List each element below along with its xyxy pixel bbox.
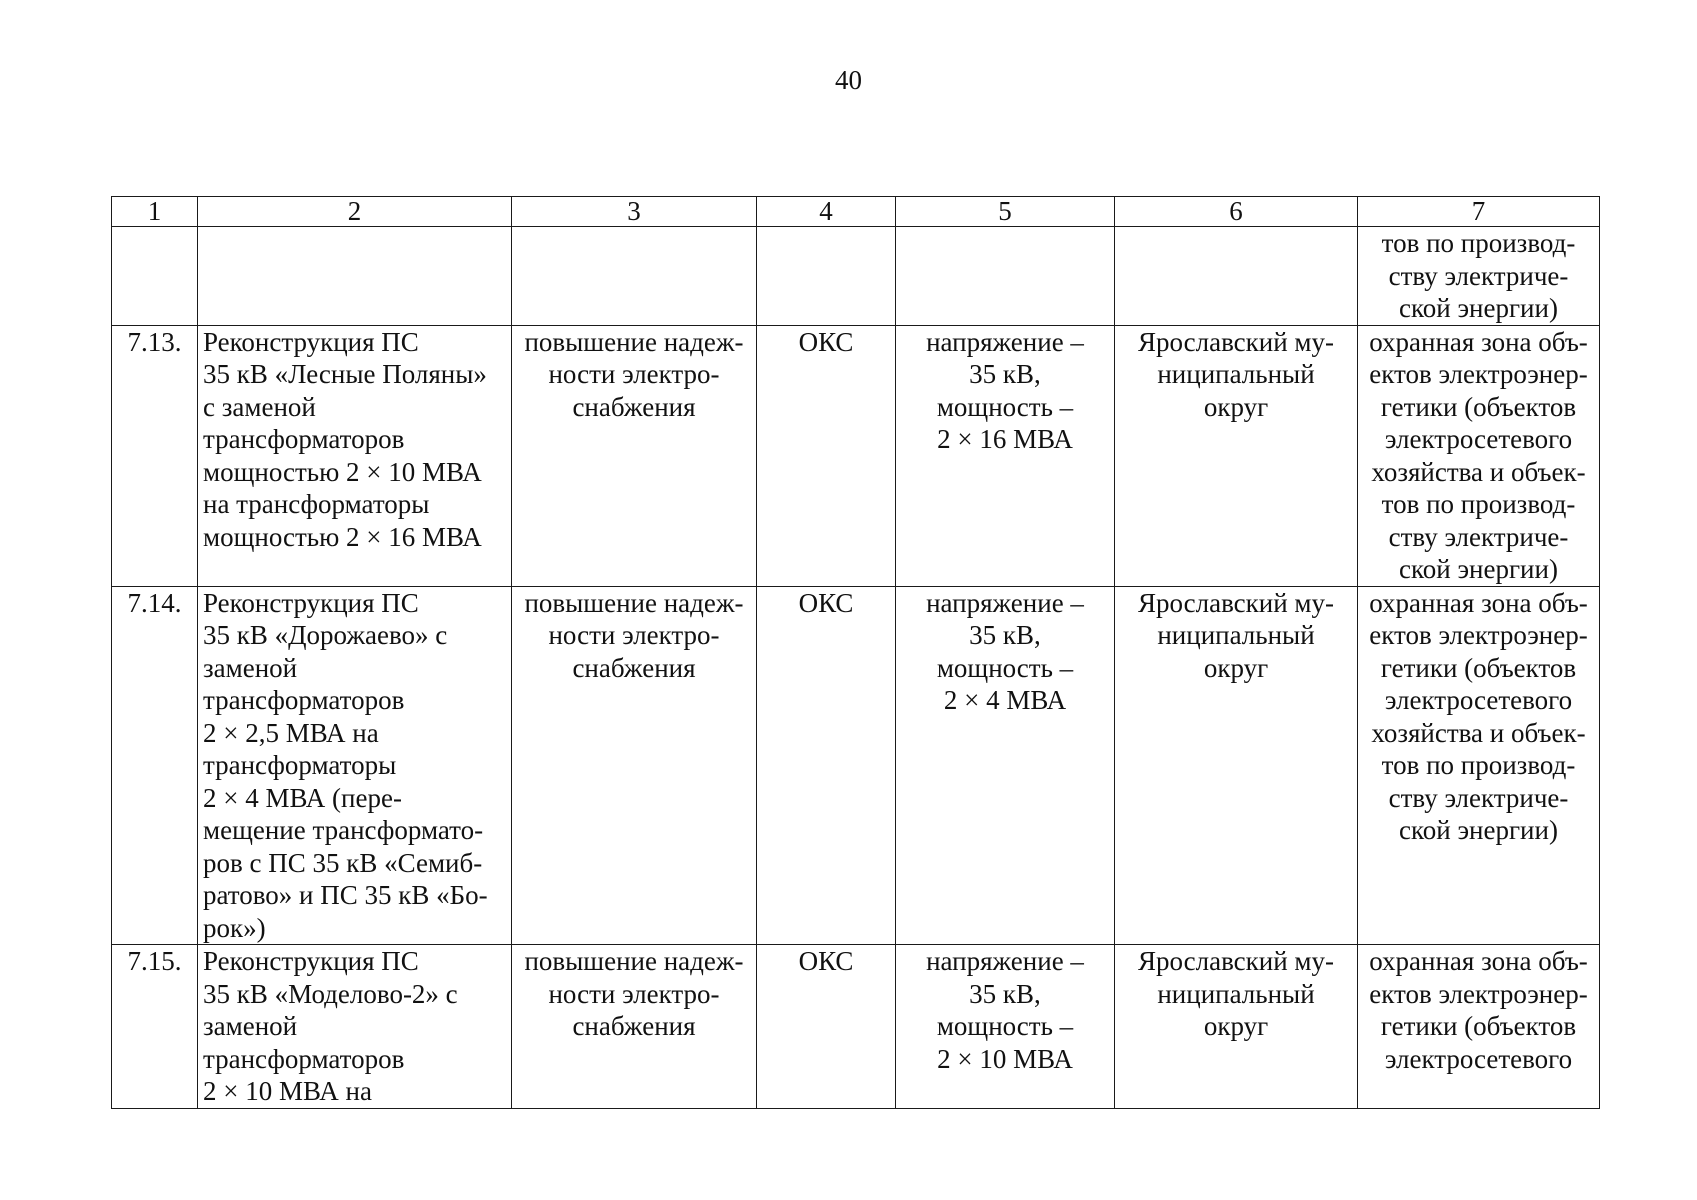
table-row	[112, 945, 1600, 1109]
zone-cell: тов по производ- ству электриче- ской энергии)	[1358, 227, 1600, 326]
location-cell: Ярославский му- ниципальный округ	[1115, 586, 1358, 945]
zone-cell: охранная зона объ- ектов электроэнер- гетики (объектов электросетевого хозяйства и объек- тов по производ- ству электриче- ской энергии)	[1358, 586, 1600, 945]
location-cell: Ярославский му- ниципальный округ	[1115, 325, 1358, 586]
empty-cell	[112, 227, 198, 326]
purpose-cell: повышение надеж- ности электро- снабжения	[512, 586, 757, 945]
empty-cell	[1115, 227, 1358, 326]
purpose-cell: повышение надеж- ности электро- снабжения	[512, 325, 757, 586]
page-number: 40	[835, 65, 862, 95]
data-table	[111, 196, 1600, 1109]
column-header: 1	[112, 197, 198, 227]
purpose-cell: повышение надеж- ности электро- снабжения	[512, 945, 757, 1109]
zone-cell: охранная зона объ- ектов электроэнер- гетики (объектов электросетевого хозяйства и объек- тов по производ- ству электриче- ской энергии)	[1358, 325, 1600, 586]
table-row	[112, 325, 1600, 586]
column-header: 2	[198, 197, 512, 227]
type-cell: ОКС	[757, 325, 896, 586]
empty-cell	[896, 227, 1115, 326]
location-cell: Ярославский му- ниципальный округ	[1115, 945, 1358, 1109]
object-name-cell: Реконструкция ПС 35 кВ «Лесные Поляны» с заменой трансформаторов мощностью 2 × 10 МВА на трансформаторы мощностью 2 × 16 МВА	[198, 325, 512, 586]
characteristics-cell: напряжение – 35 кВ, мощность – 2 × 10 МВА	[896, 945, 1115, 1109]
characteristics-cell: напряжение – 35 кВ, мощность – 2 × 16 МВА	[896, 325, 1115, 586]
empty-cell	[757, 227, 896, 326]
row-number-cell: 7.14.	[112, 586, 198, 945]
row-number-cell: 7.15.	[112, 945, 198, 1109]
column-header: 4	[757, 197, 896, 227]
empty-cell	[512, 227, 757, 326]
column-header: 7	[1358, 197, 1600, 227]
table-header-row	[112, 197, 1600, 227]
characteristics-cell: напряжение – 35 кВ, мощность – 2 × 4 МВА	[896, 586, 1115, 945]
type-cell: ОКС	[757, 586, 896, 945]
table-row	[112, 586, 1600, 945]
object-name-cell: Реконструкция ПС 35 кВ «Дорожаево» с заменой трансформаторов 2 × 2,5 МВА на трансформаторы 2 × 4 МВА (пере- мещение трансформато- ров с ПС 35 кВ «Семиб- ратово» и ПС 35 кВ «Бо- рок»)	[198, 586, 512, 945]
zone-cell: охранная зона объ- ектов электроэнер- гетики (объектов электросетевого	[1358, 945, 1600, 1109]
type-cell: ОКС	[757, 945, 896, 1109]
continuation-row	[112, 227, 1600, 326]
column-header: 3	[512, 197, 757, 227]
column-header: 6	[1115, 197, 1358, 227]
empty-cell	[198, 227, 512, 326]
row-number-cell: 7.13.	[112, 325, 198, 586]
object-name-cell: Реконструкция ПС 35 кВ «Моделово-2» с заменой трансформаторов 2 × 10 МВА на	[198, 945, 512, 1109]
column-header: 5	[896, 197, 1115, 227]
